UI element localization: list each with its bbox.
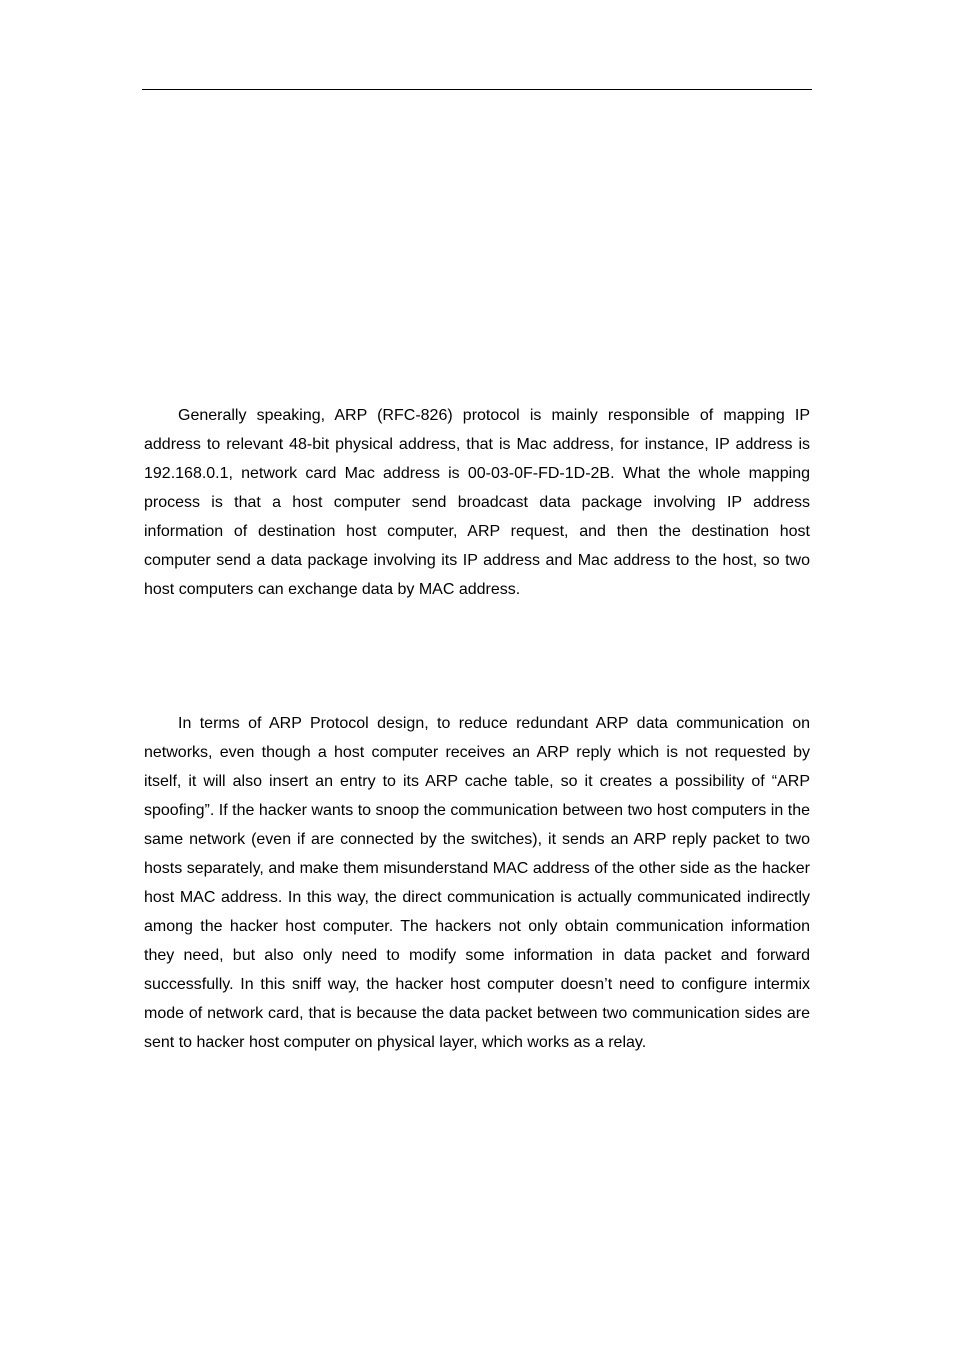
- body-paragraph-arp-mapping: Generally speaking, ARP (RFC-826) protocol is mainly responsible of mapping IP address to relevant 48-bit physical address, that is Mac address, for instance, IP address is 192.168.0.1, network card Mac address is 00-03-0F-FD-1D-2B. What the whole mapping process is that a host computer send broadcast data package involving IP address information of destination host computer, ARP request, and then the destination host computer send a data package involving its IP address and Mac address to the host, so two host computers can exchange data by MAC address.: [144, 407, 810, 598]
- header-rule: [142, 89, 812, 90]
- body-paragraph-arp-spoofing: In terms of ARP Protocol design, to reduce redundant ARP data communication on networks, even though a host computer receives an ARP reply which is not requested by itself, it will also insert an entry to its ARP cache table, so it creates a possibility of “ARP spoofing”. If the hacker wants to snoop the communication between two host computers in the same network (even if are connected by the switches), it sends an ARP reply packet to two hosts separately, and make them misunderstand MAC address of the other side as the hacker host MAC address. In this way, the direct communication is actually communicated indirectly among the hacker host computer. The hackers not only obtain communication information they need, but also only need to modify some information in data packet and forward successfully. In this sniff way, the hacker host computer doesn’t need to configure intermix mode of network card, that is because the data packet between two communication sides are sent to hacker host computer on physical layer, which works as a relay.: [144, 715, 810, 1051]
